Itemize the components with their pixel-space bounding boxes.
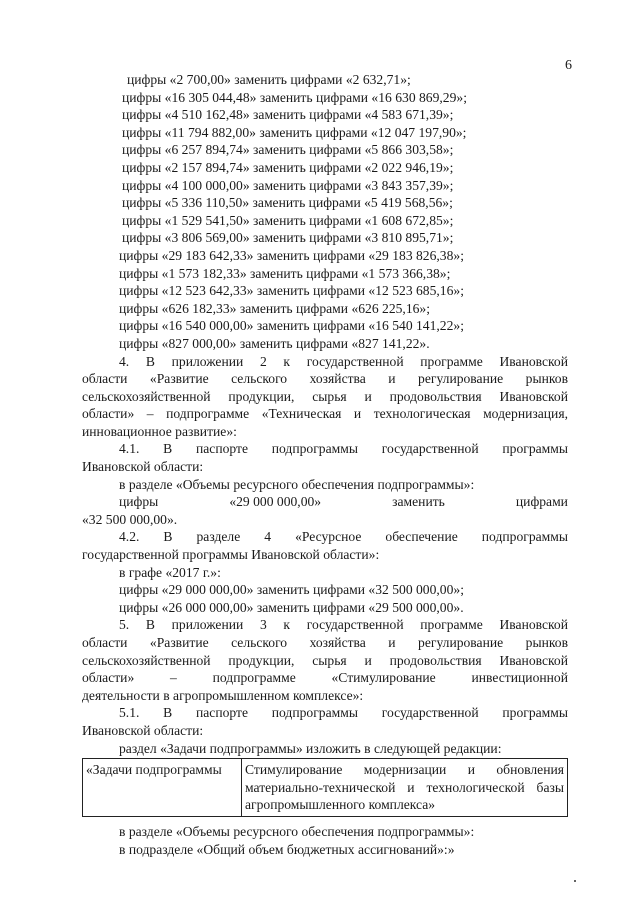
item-4-1-value: «32 500 000,00». xyxy=(82,511,178,527)
item-5-line: области» – подпрограмме «Стимулирование инвестиционной xyxy=(82,670,568,686)
replacement-line: цифры «4 100 000,00» заменить цифрами «3 843 357,39»; xyxy=(122,177,454,193)
item-4-1-replacement xyxy=(82,493,568,511)
item-4-2-line: 4.2. В разделе 4 «Ресурсное обеспечение подпрограммы xyxy=(119,529,568,545)
replacement-line: цифры «2 157 894,74» заменить цифрами «2 022 946,19»; xyxy=(122,159,454,175)
item-4-line: инновационное развитие»: xyxy=(82,423,237,439)
replacement-line: цифры «6 257 894,74» заменить цифрами «5 866 303,58»; xyxy=(122,142,454,158)
item-5-line: области «Развитие сельского хозяйства и регулирование рынков xyxy=(82,635,568,650)
word: цифрами xyxy=(515,494,568,510)
replacement-line: цифры «5 336 110,50» заменить цифрами «5 419 568,56»; xyxy=(122,195,453,211)
replacement-line: цифры «626 182,33» заменить цифрами «626 225,16»; xyxy=(119,300,430,316)
item-4-line: области» – подпрограмме «Техническая и технологическая модернизация, xyxy=(82,406,568,422)
document-body xyxy=(82,71,568,858)
item-5-line: сельскохозяйственной продукции, сырья и продовольствия Ивановской xyxy=(82,652,568,668)
replacement-line: цифры «16 540 000,00» заменить цифрами «16 540 141,22»; xyxy=(119,318,464,334)
item-5-1-paragraph xyxy=(82,704,568,757)
replacement-line: цифры «29 183 642,33» заменить цифрами «29 183 826,38»; xyxy=(119,247,464,263)
replacement-line: цифры «12 523 642,33» заменить цифрами «12 523 685,16»; xyxy=(119,283,464,299)
replacement-line: цифры «16 305 044,48» заменить цифрами «16 630 869,29»; xyxy=(122,89,467,105)
word: цифры xyxy=(119,494,159,510)
item-4-2-line: государственной программы Ивановской области»: xyxy=(82,547,380,563)
word: заменить xyxy=(392,494,445,510)
tasks-label-cell: «Задачи подпрограммы xyxy=(83,759,242,817)
item-5-1-line: Ивановской области: xyxy=(82,722,204,738)
item-4-1-paragraph xyxy=(82,440,568,528)
item-5-1-section-intro: раздел «Задачи подпрограммы» изложить в следующей редакции: xyxy=(119,740,502,756)
item-4-line: области «Развитие сельского хозяйства и регулирование рынков xyxy=(82,371,568,387)
page-number: 6 xyxy=(565,58,572,73)
tasks-content-cell: Стимулирование модернизации и обновления материально-технической и технологической базы агропромышленного комплекса» xyxy=(242,759,568,817)
item-4-1-section: в разделе «Объемы ресурсного обеспечения подпрограммы»: xyxy=(119,476,475,492)
item-5-1-line: 5.1. В паспорте подпрограммы государственной программы xyxy=(119,705,568,721)
scan-speck xyxy=(574,880,576,882)
item-4-2-replacement: цифры «26 000 000,00» заменить цифрами «29 500 000,00». xyxy=(119,599,464,615)
item-5-line: деятельности в агропромышленном комплексе»: xyxy=(82,687,364,703)
item-4-2-paragraph xyxy=(82,528,568,616)
item-4-line: сельскохозяйственной продукции, сырья и продовольствия Ивановской xyxy=(82,388,568,404)
replacement-line: цифры «11 794 882,00» заменить цифрами «12 047 197,90»; xyxy=(122,124,467,140)
item-4-2-column: в графе «2017 г.»: xyxy=(119,564,221,580)
tasks-table xyxy=(82,758,568,817)
item-4-paragraph xyxy=(82,353,568,441)
item-5-paragraph xyxy=(82,616,568,704)
item-4-1-line: Ивановской области: xyxy=(82,459,204,475)
replacements-list xyxy=(82,71,568,353)
closing-lines xyxy=(82,823,568,858)
closing-line: в подразделе «Общий объем бюджетных ассигнований»:» xyxy=(119,841,455,857)
replacement-line: цифры «827 000,00» заменить цифрами «827 141,22». xyxy=(119,335,430,351)
replacement-line: цифры «2 700,00» заменить цифрами «2 632,71»; xyxy=(127,72,411,87)
word: «29 000 000,00» xyxy=(229,494,322,510)
replacement-line: цифры «1 529 541,50» заменить цифрами «1 608 672,85»; xyxy=(122,212,454,228)
replacement-line: цифры «3 806 569,00» заменить цифрами «3 810 895,71»; xyxy=(122,230,454,246)
closing-line: в разделе «Объемы ресурсного обеспечения подпрограммы»: xyxy=(119,823,475,839)
item-4-2-replacement: цифры «29 000 000,00» заменить цифрами «32 500 000,00»; xyxy=(119,582,464,598)
item-4-1-line: 4.1. В паспорте подпрограммы государственной программы xyxy=(119,441,568,457)
item-5-line: 5. В приложении 3 к государственной программе Ивановской xyxy=(119,617,568,633)
table-row xyxy=(83,759,568,817)
replacement-line: цифры «4 510 162,48» заменить цифрами «4 583 671,39»; xyxy=(122,107,454,123)
item-4-line: 4. В приложении 2 к государственной программе Ивановской xyxy=(119,353,568,369)
replacement-line: цифры «1 573 182,33» заменить цифрами «1 573 366,38»; xyxy=(119,265,451,281)
